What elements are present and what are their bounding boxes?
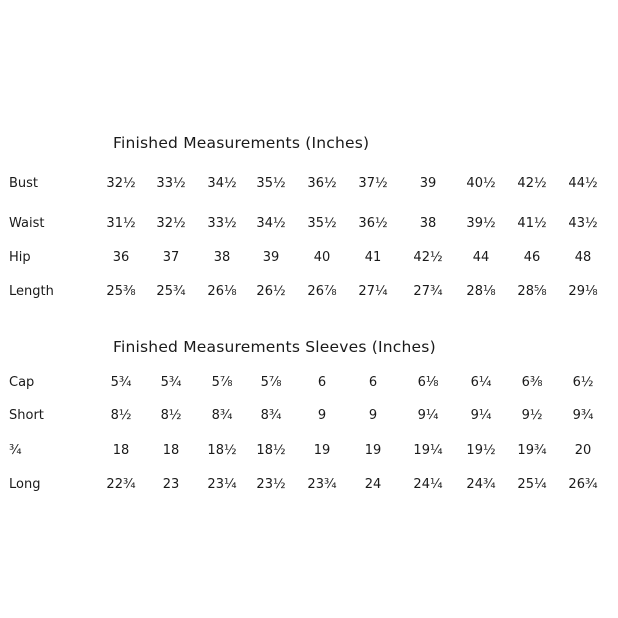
measurement-cell: 40 [313,250,331,265]
measurement-cell: 42½ [517,176,547,191]
measurement-cell: 44½ [568,176,598,191]
measurement-cell: 23½ [256,477,286,492]
table-row-long [0,477,618,497]
measurement-cell: 26⅞ [307,284,337,299]
measurement-cell: 6¼ [470,375,492,390]
measurement-cell: 8¾ [260,408,282,423]
table-row-length [0,284,618,304]
measurement-cell: 40½ [466,176,496,191]
measurement-cell: 9¾ [572,408,594,423]
measurement-cell: 44 [472,250,490,265]
measurement-cell: 18½ [207,443,237,458]
row-label: Short [9,408,44,423]
measurement-cell: 42½ [413,250,443,265]
measurement-cell: 6⅜ [521,375,543,390]
measurement-cell: 35½ [307,216,337,231]
measurement-cell: 37½ [358,176,388,191]
measurement-cell: 35½ [256,176,286,191]
measurement-cell: 20 [574,443,592,458]
measurement-cell: 32½ [156,216,186,231]
measurement-cell: 26½ [256,284,286,299]
measurement-cell: 25¾ [156,284,186,299]
measurement-cell: 39 [262,250,280,265]
measurement-cell: 5⅞ [260,375,282,390]
measurement-cell: 23¾ [307,477,337,492]
row-label: Hip [9,250,31,265]
measurement-cell: 24 [364,477,382,492]
measurement-cell: 38 [419,216,437,231]
table-row-bust [0,176,618,196]
measurement-cell: 6⅛ [417,375,439,390]
measurement-cell: 23 [162,477,180,492]
measurement-cell: 41 [364,250,382,265]
measurement-cell: 19 [364,443,382,458]
measurement-cell: 19¼ [413,443,443,458]
row-label: ¾ [9,443,22,458]
measurement-cell: 9½ [521,408,543,423]
measurement-cell: 26¾ [568,477,598,492]
measurement-cell: 8½ [110,408,132,423]
measurement-cell: 24¼ [413,477,443,492]
measurement-cell: 19 [313,443,331,458]
measurement-cell: 31½ [106,216,136,231]
measurement-cell: 29⅛ [568,284,598,299]
table-row-waist [0,216,618,236]
row-label: Bust [9,176,39,191]
measurement-cell: 5⅞ [211,375,233,390]
row-label: Length [9,284,54,299]
section-title-sleeves: Finished Measurements Sleeves (Inches) [113,338,436,356]
table-row-three-quarter [0,443,618,463]
row-label: Cap [9,375,35,390]
measurement-cell: 5¾ [160,375,182,390]
measurement-cell: 19¾ [517,443,547,458]
row-label: Long [9,477,41,492]
section-title-body: Finished Measurements (Inches) [113,134,370,152]
measurement-cell: 9 [368,408,378,423]
measurement-cell: 24¾ [466,477,496,492]
measurement-cell: 25¼ [517,477,547,492]
measurement-cell: 22¾ [106,477,136,492]
measurement-cell: 36 [112,250,130,265]
measurement-cell: 9 [317,408,327,423]
measurement-cell: 26⅛ [207,284,237,299]
measurement-cell: 33½ [156,176,186,191]
table-row-cap [0,375,618,395]
measurement-cell: 43½ [568,216,598,231]
measurement-cell: 5¾ [110,375,132,390]
measurement-cell: 36½ [307,176,337,191]
measurement-cell: 18½ [256,443,286,458]
measurement-cell: 8¾ [211,408,233,423]
measurement-cell: 19½ [466,443,496,458]
row-label: Waist [9,216,45,231]
measurement-cell: 9¼ [470,408,492,423]
measurement-cell: 28⅛ [466,284,496,299]
table-row-short [0,408,618,428]
measurement-cell: 32½ [106,176,136,191]
measurement-cell: 39 [419,176,437,191]
measurement-cell: 27¼ [358,284,388,299]
measurement-cell: 25⅜ [106,284,136,299]
measurement-cell: 9¼ [417,408,439,423]
measurement-cell: 41½ [517,216,547,231]
measurement-cell: 36½ [358,216,388,231]
measurement-cell: 18 [112,443,130,458]
measurement-cell: 18 [162,443,180,458]
measurement-cell: 6 [368,375,378,390]
measurement-cell: 46 [523,250,541,265]
measurement-cell: 38 [213,250,231,265]
measurement-cell: 27¾ [413,284,443,299]
measurement-cell: 48 [574,250,592,265]
measurement-cell: 34½ [207,176,237,191]
measurement-cell: 6½ [572,375,594,390]
measurement-cell: 39½ [466,216,496,231]
measurement-cell: 33½ [207,216,237,231]
measurement-cell: 23¼ [207,477,237,492]
measurement-cell: 8½ [160,408,182,423]
table-row-hip [0,250,618,270]
measurement-cell: 37 [162,250,180,265]
measurement-cell: 28⅝ [517,284,547,299]
measurement-cell: 6 [317,375,327,390]
measurement-cell: 34½ [256,216,286,231]
